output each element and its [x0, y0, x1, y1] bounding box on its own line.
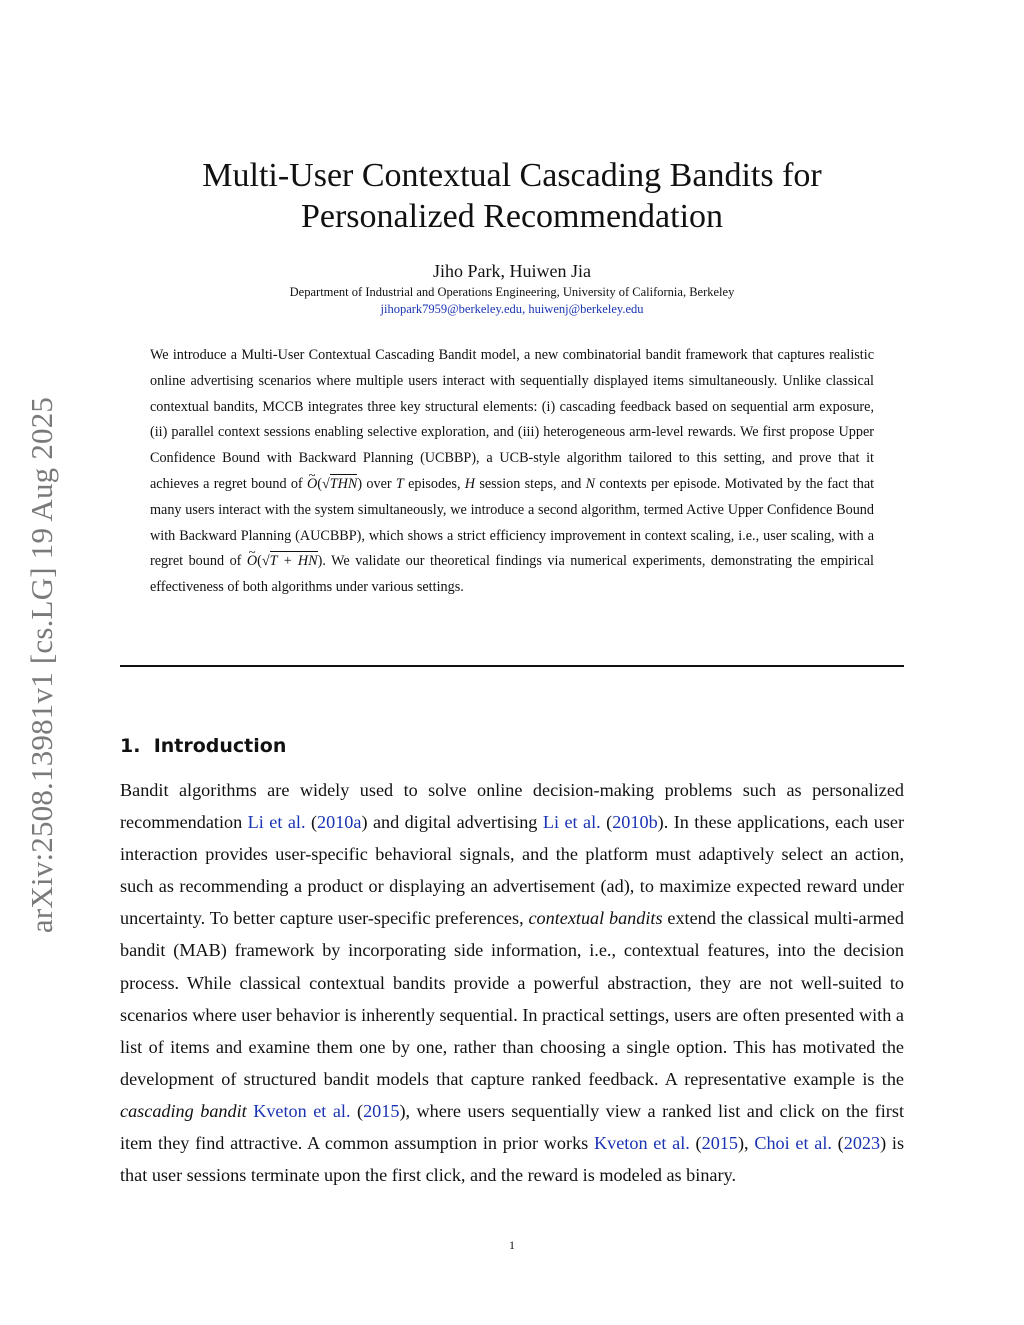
radicand-2: T + HN [269, 553, 318, 570]
citation-li-2010b-year[interactable]: 2010b [612, 812, 658, 833]
regret-bound-2: ~ O(√T + HN) [247, 553, 322, 569]
tilde-o-symbol: ~ O [247, 549, 257, 575]
emphasis-contextual-bandits: contextual bandits [528, 908, 663, 929]
section-title: Introduction [153, 735, 287, 757]
citation-li-2010b-author[interactable]: Li et al. [542, 812, 601, 833]
abstract-text: episodes, [408, 475, 461, 492]
email-separator: , [522, 302, 526, 316]
citation-kveton-2015-year[interactable]: 2015 [363, 1100, 400, 1121]
citation-kveton-2015-author-2[interactable]: Kveton et al. [594, 1133, 690, 1154]
body-text: . In these applications, each user interaction provides user-specific behavioral signals, and the platform must adaptively select an action, such as recommending a product or displaying an advertisement (ad), to maximize expected reward under uncertainty. To better capture user-specific preferences, [120, 812, 905, 929]
introduction-paragraph: Bandit algorithms are widely used to solve online decision-making problems such as personalized recommendation Li et al. (2010a) and digital advertising Li et al. (2010b). In these applications, each user interaction provides user-specific behavioral signals, and the platform must adaptively select an action, such as recommending a product or displaying an advertisement (ad), to maximize expected reward under uncertainty. To better capture user-specific preferences, contextual bandits extend the classical multi-armed bandit (MAB) framework by incorporating side information, i.e., contextual features, into the decision process. While classical contextual bandits provide a powerful abstraction, they are not well-suited to scenarios where user behavior is inherently sequential. In practical settings, users are often presented with a list of items and examine them one by one, rather than choosing a single option. This has motivated the development of structured bandit models that capture ranked feedback. A representative example is the cascading bandit Kveton et al. (2015), where users sequentially view a ranked list and click on the first item they find attractive. A common assumption in prior works Kveton et al. (2015), Choi et al. (2023) is that user sessions terminate upon the first click, and the reward is modeled as binary. [120, 780, 905, 1186]
variable-n: N [585, 475, 596, 492]
citation-choi-2023-author[interactable]: Choi et al. [754, 1133, 832, 1154]
paper-title [120, 155, 904, 237]
abstract-text: . We validate our theoretical findings via numerical experiments, demonstrating the empirical effectiveness of both algorithms under various settings. [150, 553, 874, 596]
citation-choi-2023-year[interactable]: 2023 [843, 1133, 881, 1154]
title-line-2: Personalized Recommendation [300, 198, 724, 235]
author-emails [120, 302, 904, 317]
email-link-2[interactable]: huiwenj@berkeley.edu [528, 302, 644, 316]
body-text: Bandit algorithms are widely used to solve online decision-making problems such as personalized recommendation [120, 780, 904, 833]
body-text: is that user sessions terminate upon the first click, and the reward is modeled as binary. [120, 1133, 905, 1186]
title-line-1: Multi-User Contextual Cascading Bandits for [202, 157, 822, 194]
emphasis-cascading-bandit: cascading bandit [120, 1100, 247, 1121]
citation-kveton-2015-author[interactable]: Kveton et al. [253, 1100, 351, 1121]
abstract-text: over [366, 475, 392, 492]
authors: Jiho Park, Huiwen Jia [433, 261, 591, 281]
variable-t: T [395, 475, 404, 492]
regret-bound-1: ~ O(√THN) [307, 476, 362, 492]
tilde-o-symbol: ~ O [307, 472, 317, 498]
affiliation: Department of Industrial and Operations Engineering, University of California, Berkeley [289, 285, 735, 299]
citation-kveton-2015-year-2[interactable]: 2015 [701, 1133, 738, 1154]
page-number: 1 [509, 1238, 515, 1252]
citation-li-2010a-author[interactable]: Li et al. [247, 812, 306, 833]
citation-li-2010a-year[interactable]: 2010a [317, 812, 362, 833]
abstract-text: contexts per episode. Motivated by the fact that many users interact with the system simultaneously, we introduce a second algorithm, termed Active Upper Confidence Bound with Backward Planning (AUCBBP), which shows a strict efficiency improvement in context scaling, i.e., user scaling, with a regret bound of [150, 475, 875, 570]
abstract-divider [120, 665, 904, 667]
body-text: extend the classical multi-armed bandit (MAB) framework by incorporating side information, i.e., contextual features, into the decision process. While classical contextual bandits provide a powerful abstraction, they are not well-suited to scenarios where user behavior is inherently sequential. In practical settings, users are often presented with a list of items and examine them one by one, rather than choosing a single option. This has motivated the development of structured bandit models that capture ranked feedback. A representative example is the [120, 908, 905, 1089]
variable-h: H [464, 475, 476, 492]
arxiv-identifier: arXiv:2508.13981v1 [cs.LG] 19 Aug 2025 [24, 396, 59, 934]
abstract-text: session steps, and [479, 475, 582, 492]
section-number: 1. [120, 735, 141, 757]
section-heading [120, 735, 286, 757]
body-text: , where users sequentially view a ranked list and click on the first item they find attractive. A common assumption in prior works [120, 1100, 904, 1154]
arxiv-sidebar [12, 370, 72, 960]
email-link-1[interactable]: jihopark7959@berkeley.edu [380, 302, 523, 316]
abstract [150, 343, 874, 601]
abstract-text: We introduce a Multi-User Contextual Cascading Bandit model, a new combinatorial bandit framework that captures realistic online advertising scenarios where multiple users interact with sequentially displayed items simultaneously. Unlike classical contextual bandits, MCCB integrates three key structural elements: (i) cascading feedback based on sequential arm exposure, (ii) parallel context sessions enabling selective exploration, and (iii) heterogeneous arm-level rewards. We first propose Upper Confidence Bound with Backward Planning (UCBBP), a UCB-style algorithm tailored to this setting, and prove that it achieves a regret bound of [150, 347, 874, 492]
radicand-1: THN [329, 475, 358, 492]
body-text: and digital advertising [372, 812, 538, 833]
